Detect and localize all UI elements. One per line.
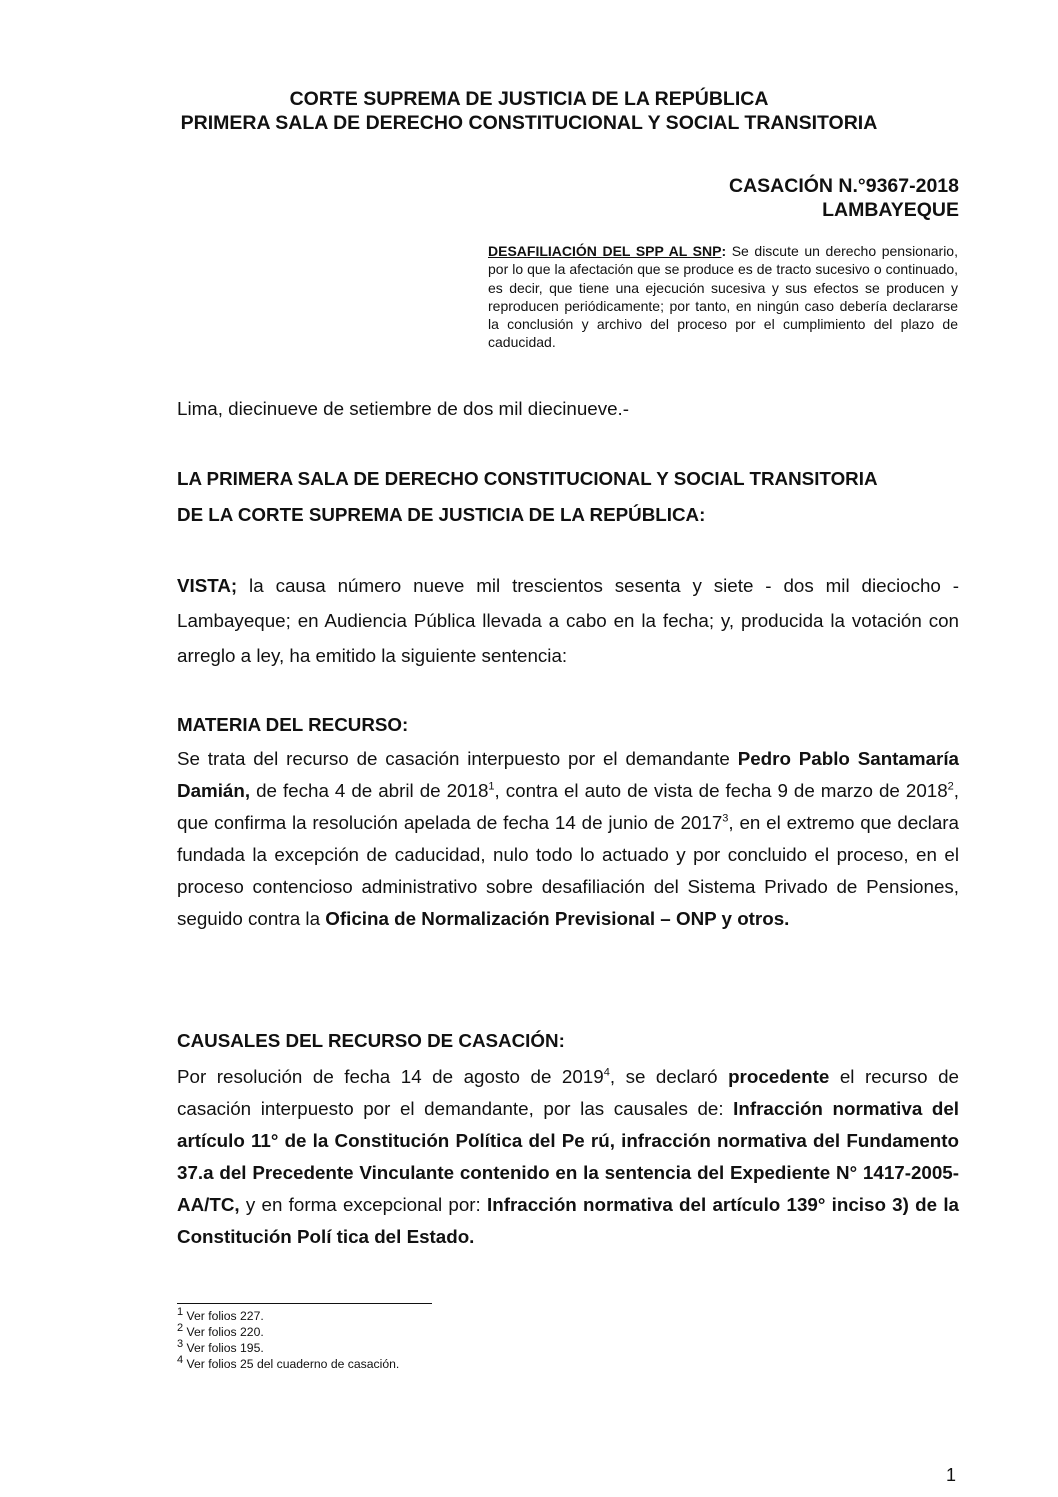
chamber-name: PRIMERA SALA DE DERECHO CONSTITUCIONAL Y SOCIAL TRANSITORIA [180, 112, 878, 134]
materia-text-6: . [784, 908, 790, 929]
causales-text-4: y en forma excepcional por: [239, 1194, 488, 1215]
procedente-word: procedente [728, 1066, 830, 1087]
footnote-number: 3 [177, 1337, 184, 1350]
date-line: Lima, diecinueve de setiembre de dos mil diecinueve.- [177, 398, 630, 419]
causales-bold-2: Infracción normativa del artículo 139° inciso 3) de la Constitución Polí tica del Estado. [177, 1194, 959, 1247]
footnote-ref-2: 2 [947, 780, 954, 793]
vista-text: la causa número nueve mil trescientos sesenta y siete - dos mil dieciocho - Lambayeque; en Audiencia Pública llevada a cabo en la fecha; y, producida la votación con arreglo a ley, ha emitido la siguiente sentencia: [177, 575, 959, 666]
case-district: LAMBAYEQUE [822, 199, 959, 221]
court-heading-line1: LA PRIMERA SALA DE DERECHO CONSTITUCIONAL Y SOCIAL TRANSITORIA [177, 468, 878, 489]
materia-text-5: , en el extremo que declara fundada la excepción de caducidad, nulo todo lo actuado y por concluido el proceso, en el proceso contencioso administrativo sobre desafiliación del Sistema Privado de Pensiones, seguido contra la [177, 812, 959, 929]
causales-text-3: el recurso de casación interpuesto por el demandante, por las causales de: [177, 1066, 959, 1119]
footnote-number: 1 [177, 1305, 184, 1318]
sumilla-topic: DESAFILIACIÓN DEL SPP AL SNP [488, 243, 722, 259]
case-number: CASACIÓN N.°9367-2018 [729, 175, 959, 197]
defendant-name: Oficina de Normalización Previsional – ONP y otros [325, 908, 785, 929]
materia-paragraph [177, 743, 959, 935]
court-name: CORTE SUPREMA DE JUSTICIA DE LA REPÚBLICA [289, 88, 769, 110]
footnote-ref-1: 1 [488, 780, 495, 793]
court-heading-line2: DE LA CORTE SUPREMA DE JUSTICIA DE LA REPÚBLICA: [177, 504, 706, 525]
vista-label: VISTA; [177, 575, 238, 596]
causales-text-1: Por resolución de fecha 14 de agosto de 2019 [177, 1066, 604, 1087]
vista-paragraph [177, 568, 959, 673]
claimant-name: Pedro Pablo Santamaría Damián, [177, 748, 959, 801]
footnote-number: 2 [177, 1321, 184, 1334]
footnote-ref-3: 3 [722, 812, 729, 825]
materia-text-3: , contra el auto de vista de fecha 9 de marzo de 2018 [494, 780, 948, 801]
materia-text-2: de fecha 4 de abril de 2018 [250, 780, 489, 801]
footnote-separator [177, 1303, 432, 1304]
footnote-text: Ver folios 25 del cuaderno de casación. [183, 1357, 400, 1371]
causales-text-2: , se declaró [609, 1066, 729, 1087]
causales-paragraph [177, 1061, 959, 1253]
materia-text-4: , que confirma la resolución apelada de fecha 14 de junio de 2017 [177, 780, 959, 833]
materia-heading: MATERIA DEL RECURSO: [177, 714, 409, 735]
footnote-text: Ver folios 195. [183, 1341, 264, 1355]
footnote-text: Ver folios 227. [183, 1309, 264, 1323]
sumilla-text: Se discute un derecho pensionario, por lo que la afectación que se produce es de tracto sucesivo o continuado, es decir, que tiene una ejecución sucesiva y sus efectos se producen y reproducen periódicamente; por tanto, en ningún caso debería declararse la conclusión y archivo del proceso por el cumplimiento del plazo de caducidad. [488, 243, 958, 351]
footnote-ref-4: 4 [603, 1066, 610, 1079]
causales-bold-1: Infracción normativa del artículo 11° de la Constitución Política del Pe rú, infracción normativa del Fundamento 37.a del Precedente Vinculante contenido en la sentencia del Expediente N° 1417-2005-AA/TC, [177, 1098, 959, 1215]
materia-text-1: Se trata del recurso de casación interpuesto por el demandante [177, 748, 738, 769]
footnote-4 [177, 1353, 400, 1371]
footnote-3 [177, 1337, 264, 1355]
page-number: 1 [946, 1465, 957, 1485]
footnote-number: 4 [177, 1353, 184, 1366]
footnote-2 [177, 1321, 264, 1339]
footnote-1 [177, 1305, 264, 1323]
footnote-text: Ver folios 220. [183, 1325, 264, 1339]
sumilla: DESAFILIACIÓN DEL SPP AL SNP: Se discute un derecho pensionario, por lo que la afectación que se produce es de tracto sucesivo o continuado, es decir, que tiene una ejecución sucesiva y sus efectos se producen y reproducen periódicamente; por tanto, en ningún caso debería declararse la conclusión y archivo del proceso por el cumplimiento del plazo de caducidad. [488, 243, 958, 351]
causales-heading: CAUSALES DEL RECURSO DE CASACIÓN: [177, 1030, 565, 1051]
